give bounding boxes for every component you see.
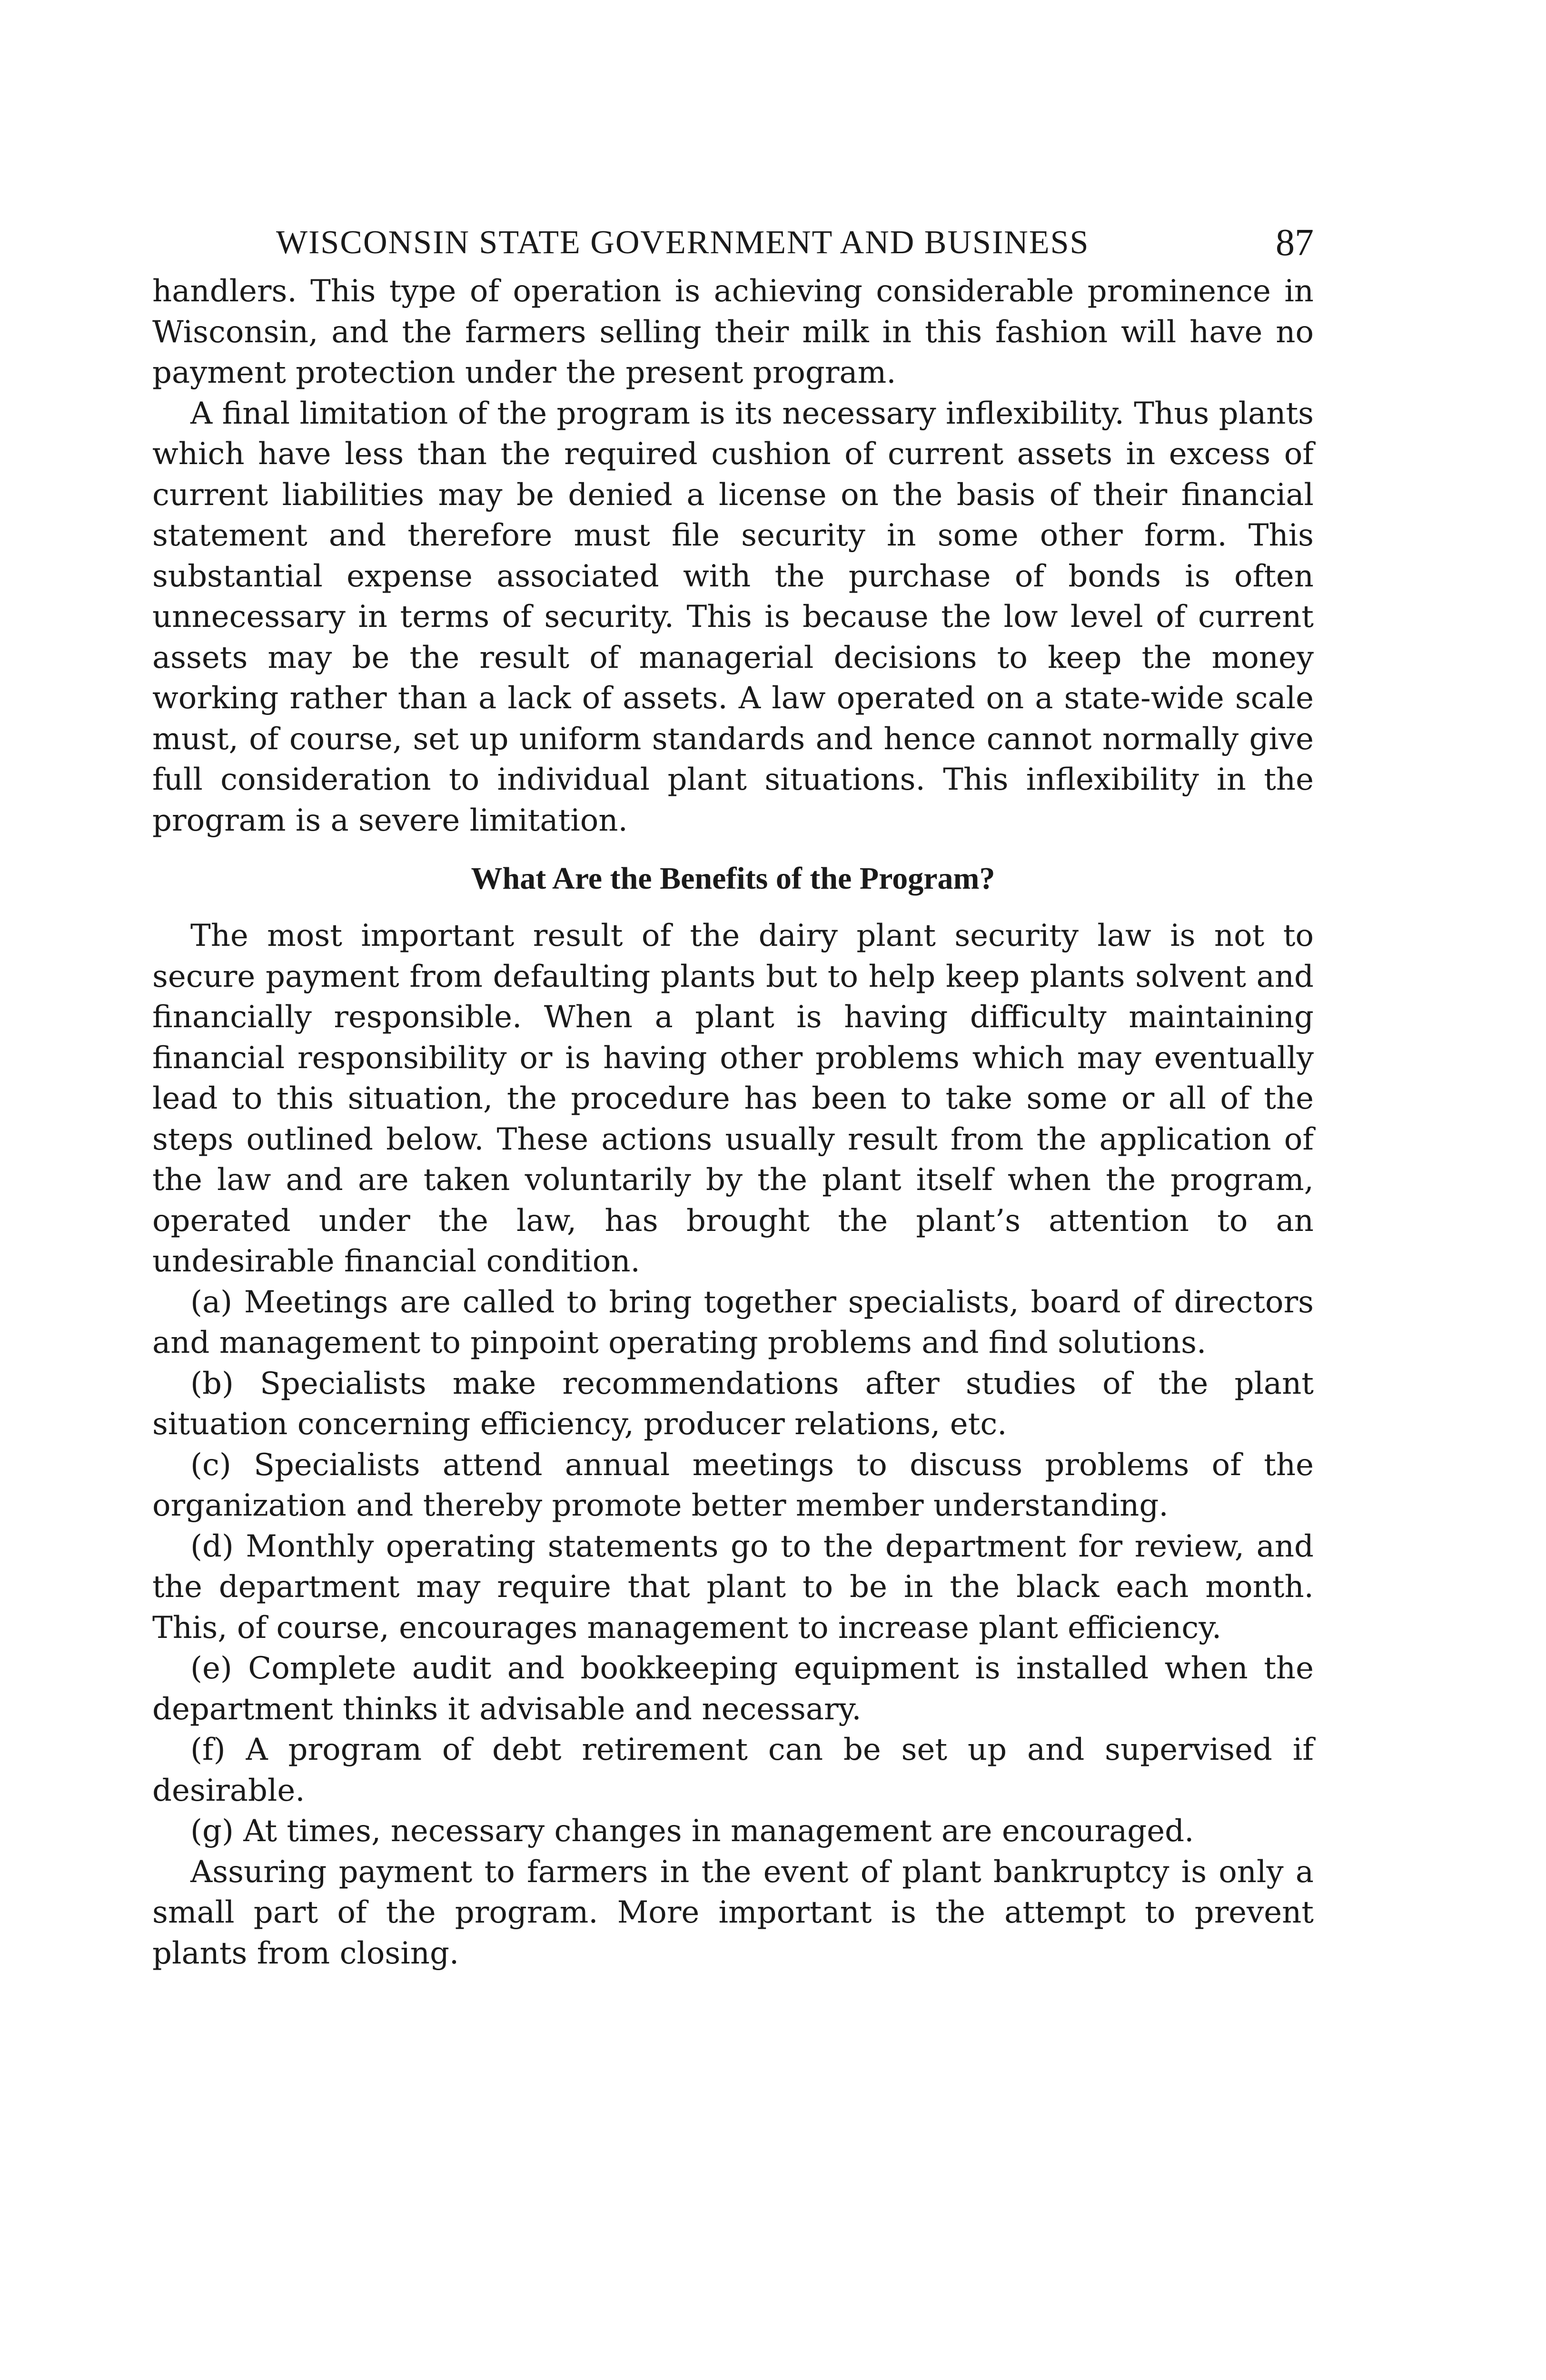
page-number: 87	[1276, 222, 1314, 264]
running-head	[152, 209, 1314, 271]
section-heading: What Are the Benefits of the Program?	[471, 861, 995, 896]
paragraph-assuring-payment: Assuring payment to farmers in the event of plant bankruptcy is only a small part of the program. More important is the attempt to prevent plants from closing.	[152, 1854, 1314, 1971]
list-item-e: (e) Complete audit and bookkeeping equipment is installed when the department thinks it advisable and necessary.	[152, 1651, 1314, 1727]
list-item-f: (f) A program of debt retirement can be set up and supervised if desirable.	[152, 1732, 1314, 1808]
list-item-a: (a) Meetings are called to bring together specialists, board of directors and management to pinpoint operating problems and find solutions.	[152, 1284, 1314, 1360]
running-title: WISCONSIN STATE GOVERNMENT AND BUSINESS	[276, 224, 1090, 261]
list-item-d: (d) Monthly operating statements go to the department for review, and the department may require that plant to be in the black each month. This, of course, encourages management to increase plant efficiency.	[152, 1528, 1314, 1646]
paragraph-most-important-result: The most important result of the dairy plant security law is not to secure payment from defaulting plants but to help keep plants solvent and financially responsible. When a plant is having difficulty maintaining financial responsibility or is having other problems which may eventually lead to this situation, the procedure has been to take some or all of the steps outlined below. These actions usually result from the application of the law and are taken voluntarily by the plant itself when the program, operated under the law, has brought the plant’s attention to an undesirable financial condition.	[152, 918, 1314, 1279]
book-page	[152, 209, 1314, 1974]
paragraph-final-limitation: A final limitation of the program is its necessary inflexibility. Thus plants which have less than the required cushion of current assets in excess of current liabilities may be denied a license on the basis of their financial statement and therefore must file security in some other form. This substantial expense associated with the purchase of bonds is often unnecessary in terms of security. This is because the low level of current assets may be the result of managerial decisions to keep the money working rather than a lack of assets. A law operated on a state-wide scale must, of course, set up uniform standards and hence cannot normally give full consideration to individual plant situations. This inflexibility in the program is a severe limitation.	[152, 396, 1314, 838]
paragraph-continued: handlers. This type of operation is achieving considerable prominence in Wisconsin, and the farmers selling their milk in this fashion will have no payment protection under the present program.	[152, 274, 1314, 390]
list-item-b: (b) Specialists make recommendations after studies of the plant situation concerning efficiency, producer relations, etc.	[152, 1366, 1314, 1442]
list-item-c: (c) Specialists attend annual meetings to discuss problems of the organization and thereby promote better member understanding.	[152, 1447, 1314, 1523]
list-item-g: (g) At times, necessary changes in management are encouraged.	[190, 1814, 1194, 1849]
